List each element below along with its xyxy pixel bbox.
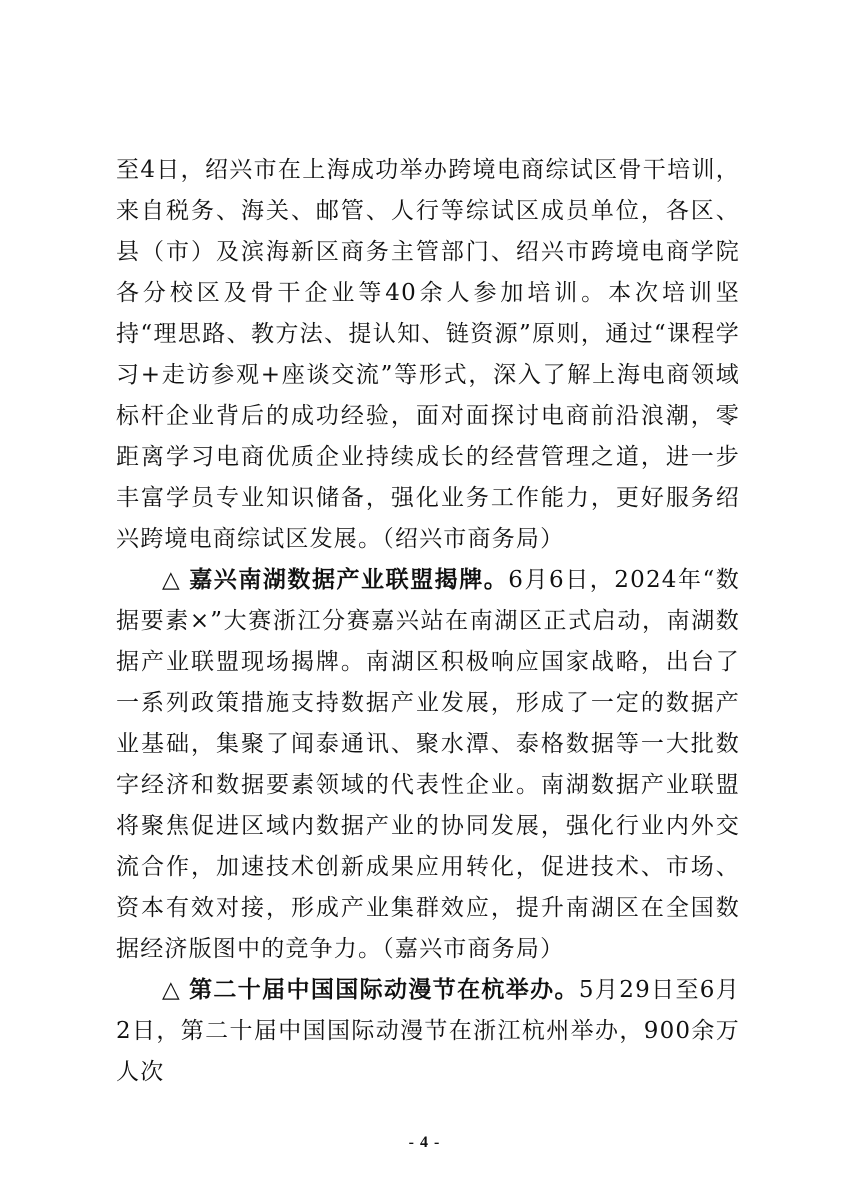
paragraph-text: 5月29日至6月2日，第二十届中国国际动漫节在浙江杭州举办，900余万人次 [116, 977, 741, 1085]
triangle-bullet-icon: △ [162, 977, 182, 1003]
document-body [116, 150, 740, 1093]
page-number: - 4 - [408, 1134, 441, 1151]
paragraph-heading: 嘉兴南湖数据产业联盟揭牌。 [189, 567, 509, 593]
paragraph-heading: 第二十届中国国际动漫节在杭举办。 [189, 977, 579, 1003]
paragraph-animation-festival [116, 970, 740, 1093]
paragraph-text: 6月6日，2024年“数据要素×”大赛浙江分赛嘉兴站在南湖区正式启动，南湖数据产业联盟现场揭牌。南湖区积极响应国家战略，出台了一系列政策措施支持数据产业发展，形成了一定的数据产业基础，集聚了闻泰通讯、聚水潭、泰格数据等一大批数字经济和数据要素领域的代表性企业。南湖数据产业联盟将聚焦促进区域内数据产业的协同发展，强化行业内外交流合作，加速技术创新成果应用转化，促进技术、市场、资本有效对接，形成产业集群效应，提升南湖区在全国数据经济版图中的竞争力。（嘉兴市商务局） [116, 567, 740, 962]
paragraph-shaoxing-training [116, 150, 740, 560]
paragraph-text: 至4日，绍兴市在上海成功举办跨境电商综试区骨干培训，来自税务、海关、邮管、人行等综试区成员单位，各区、县（市）及滨海新区商务主管部门、绍兴市跨境电商学院各分校区及骨干企业等40余人参加培训。本次培训坚持“理思路、教方法、提认知、链资源”原则，通过“课程学习+走访参观+座谈交流”等形式，深入了解上海电商领域标杆企业背后的成功经验，面对面探讨电商前沿浪潮，零距离学习电商优质企业持续成长的经营管理之道，进一步丰富学员专业知识储备，强化业务工作能力，更好服务绍兴跨境电商综试区发展。（绍兴市商务局） [116, 157, 740, 552]
paragraph-jiaxing-data-alliance [116, 560, 740, 970]
triangle-bullet-icon: △ [162, 567, 182, 593]
